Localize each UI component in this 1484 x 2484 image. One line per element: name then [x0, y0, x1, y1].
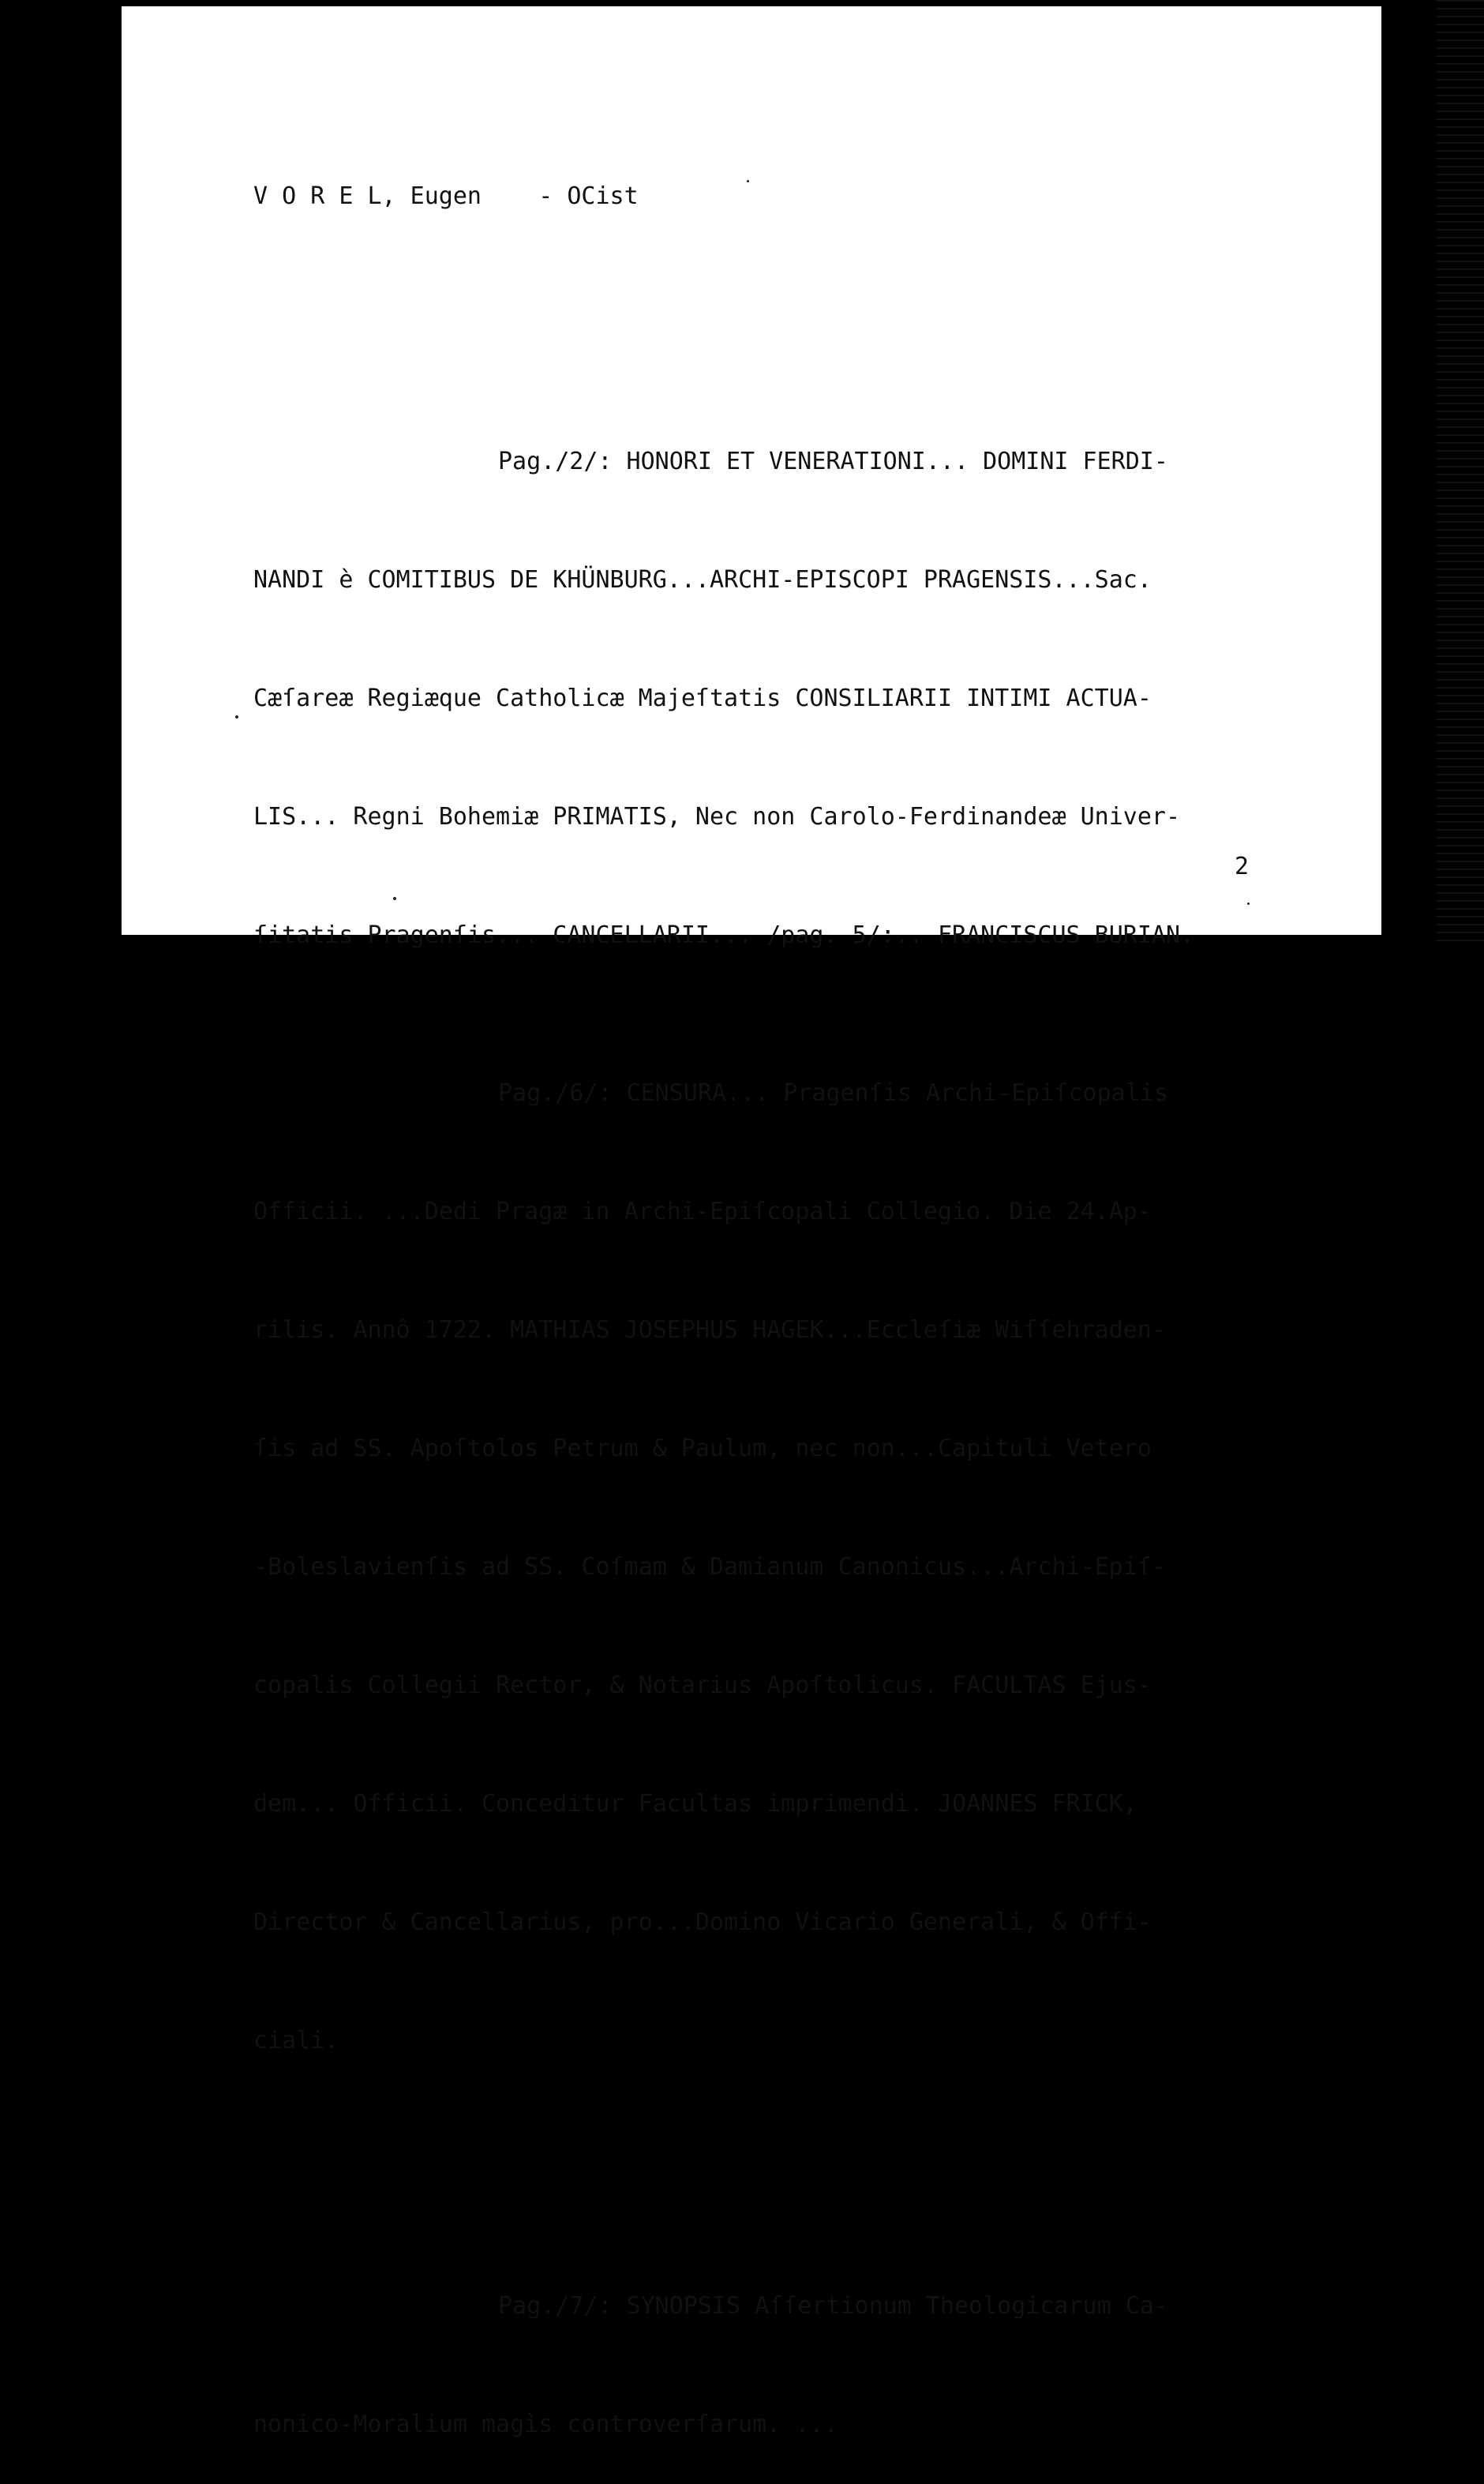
text-line: Director & Cancellarius, pro...Domino Vicario Generali, & Offi- — [253, 1908, 1152, 1936]
text-line: copalis Collegii Rector, & Notarius Apoſtolicus. FACULTAS Ejus- — [253, 1672, 1152, 1699]
text-line: dem... Officii. Conceditur Facultas imprimendi. JOANNES FRICK, — [253, 1790, 1137, 1818]
text-line: NANDI è COMITIBUS DE KHÜNBURG...ARCHI-EPISCOPI PRAGENSIS...Sac. — [253, 566, 1152, 594]
text-line: ſitatis Pragenſis... CANCELLARII... /pag. 5/:.. FRANCISCUS BURIAN. — [253, 921, 1195, 949]
text-line: Cæſareæ Regiæque Catholicæ Majeſtatis CONSILIARII INTIMI ACTUA- — [253, 685, 1152, 712]
text-line: Pag./2/: HONORI ET VENERATIONI... DOMINI FERDI- — [498, 448, 1168, 475]
text-line: Officii. ...Dedi Pragæ in Archi-Epiſcopali Collegio. Die 24.Ap- — [253, 1198, 1152, 1225]
text-line: Pag./7/: SYNOPSIS Aſſertionum Theologicarum Ca- — [498, 2292, 1168, 2320]
text-line: rilis. Annô 1722. MATHIAS JOSEPHUS HAGEK...Eccleſiæ Wiſſehraden- — [253, 1316, 1166, 1344]
text-line: LIS... Regni Bohemiæ PRIMATIS, Nec non Carolo-Ferdinandeæ Univer- — [253, 803, 1180, 831]
page-number: 2 — [1235, 853, 1250, 880]
spacer — [253, 2179, 1343, 2208]
text-line: Pag./6/: CENSURA... Pragenſis Archi-Epiſcopalis — [498, 1079, 1168, 1107]
text-line: ciali. — [253, 2027, 339, 2054]
scan-speck — [393, 897, 396, 900]
scan-speck — [235, 715, 238, 719]
card-text — [253, 98, 1343, 2484]
scan-speck — [1247, 902, 1250, 905]
card-header: V O R E L, Eugen - OCist — [253, 182, 639, 210]
text-line: -Boleslavienſis ad SS. Coſmam & Damianum Canonicus...Archi-Epiſ- — [253, 1553, 1166, 1581]
spacer — [253, 295, 1343, 324]
scan-speck — [747, 180, 749, 182]
text-line: ſis ad SS. Apoſtolos Petrum & Paulum, nec non...Capituli Vetero — [253, 1435, 1152, 1462]
scan-edge-noise — [1437, 0, 1484, 947]
text-line: nonico-Moralium magìs controverſarum. ... — [253, 2411, 838, 2438]
